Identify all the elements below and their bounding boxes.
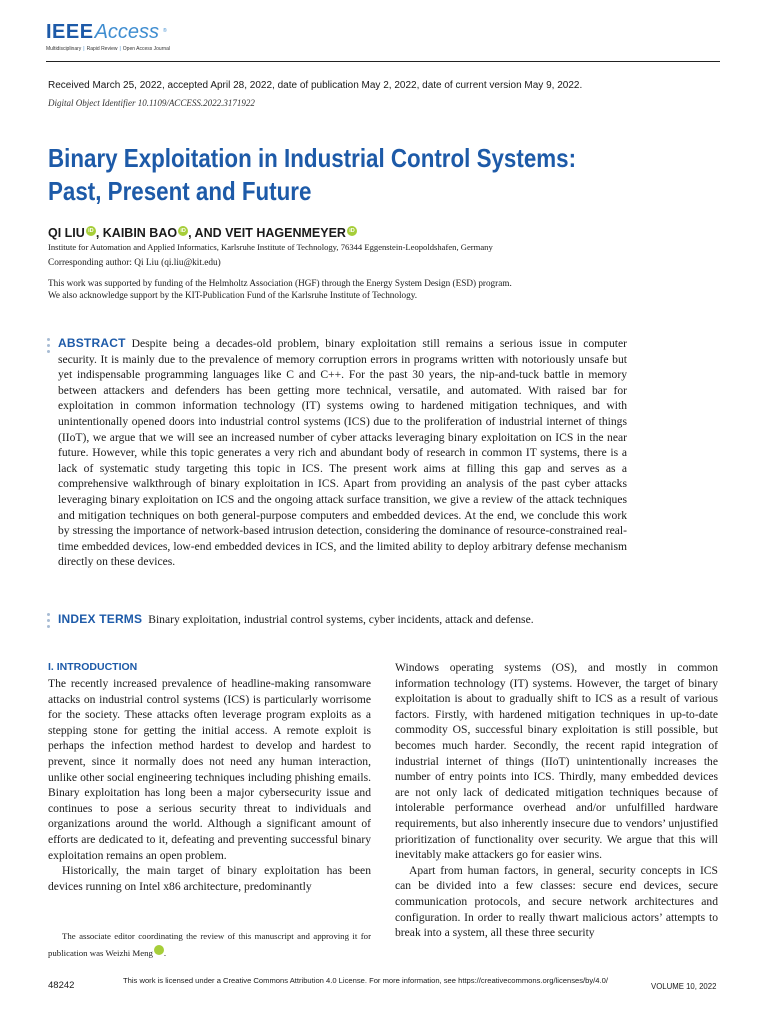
- abstract-text: Despite being a decades-old problem, binary exploitation still remains a serious issue in computer security. It is mainly due to the prevalence of memory corruption errors in programs written with notoriously unsafe but yet indispensable programming languages like C and C++. For the past 30 years, the nip-and-tuck battle in memory between attackers and defenders has been getting more technical, versatile, and automated. With raised bar for exploitation in common information technology (IT) systems owing to hardened mitigation techniques, and with unintentionally opened doors into industrial control systems (ICS) due to the proliferation of industrial internet of things (IIoT), we argue that we will see an increased number of cyber attacks leveraging binary exploitation on ICS in the near future. However, while this topic generates a very rich and abundant body of research in common IT systems, there is a lack of systematic study targeting this topic in ICS. The present work aims at filling this gap and serves as a comprehensive walkthrough of binary exploitation in ICS. Apart from providing an analysis of the past cyber attacks leveraging binary exploitation on ICS and the ongoing attack surface transition, we give a review of the attack techniques and mitigation techniques on both general-purpose computers and embedded devices. At the end, we conclude this work by stressing the importance of network-based intrusion detection, considering the dominance of resource-constrained real-time embedded devices, low-end embedded devices in ICS, and the limited ability to deploy arbitrary defense mechanism directly on these devices.: [58, 337, 627, 569]
- abstract: [58, 336, 627, 570]
- orcid-icon[interactable]: iD: [347, 226, 357, 236]
- affiliation: Institute for Automation and Applied Informatics, Karlsruhe Institute of Technology, 76344 Eggenstein-Leopoldshafen, Germany: [48, 242, 493, 252]
- journal-tagline: [46, 46, 170, 52]
- logo-access-text: Access: [94, 21, 160, 43]
- funding-note: [48, 277, 728, 301]
- section-heading: I. INTRODUCTION: [48, 661, 138, 673]
- corresponding-author: Corresponding author: Qi Liu (qi.liu@kit.edu): [48, 258, 221, 268]
- right-column: [395, 660, 718, 941]
- volume-label: VOLUME 10, 2022: [651, 982, 717, 991]
- orcid-icon[interactable]: iD: [86, 226, 96, 236]
- tagline-item: Multidisciplinary: [46, 46, 82, 52]
- journal-logo: [46, 21, 159, 43]
- tagline-separator: |: [83, 46, 85, 52]
- body-paragraph: Apart from human factors, in general, security concepts in ICS can be divided into a few classes: secure end devices, secure communication protocols, and secure network architectures and configuration. In order to really thwart malicious actors’ attempts to break into a system, all these three security: [395, 863, 718, 940]
- author-name: , KAIBIN BAO: [95, 226, 178, 240]
- orcid-icon[interactable]: iD: [178, 226, 188, 236]
- body-paragraph: Windows operating systems (OS), and mostly in common information technology (IT) systems. However, the target of binary exploitation is about to gradually shift to ICS as a result of various factors. Firstly, with hardened mitigation techniques in up-to-date commodity OS, successful binary exploitation is still possible, but becomes much harder. Secondly, the recent rapid integration of industrial internet of things (IIoT) unintentionally increases the number of entry points into ICS. Thirdly, many embedded devices are not only lack of dedicated mitigation techniques because of intolerable performance overhead and/or unfulfilled hardware requirements, but also inherently insecure due to vendors’ unjustified prioritization of functionality over security. We argue that this will inevitably make attackers go for easier wins.: [395, 661, 718, 862]
- editor-footnote: The associate editor coordinating the review of this manuscript and approving it for publication was Weizhi Meng iD.: [48, 931, 371, 958]
- header-rule: [46, 61, 720, 62]
- orcid-icon[interactable]: iD: [154, 945, 164, 955]
- index-terms-label: INDEX TERMS: [58, 612, 143, 626]
- title-line: Past, Present and Future: [48, 176, 312, 206]
- author-list: [48, 226, 357, 240]
- logo-ieee-text: IEEE: [46, 21, 94, 43]
- trademark-mark: ®: [163, 28, 167, 34]
- dots-icon: [47, 338, 51, 356]
- tagline-separator: |: [119, 46, 121, 52]
- index-terms: [58, 611, 658, 628]
- title-line: Binary Exploitation in Industrial Control Systems:: [48, 143, 577, 173]
- license-notice[interactable]: This work is licensed under a Creative Commons Attribution 4.0 License. For more information, see https://creativecommons.org/licenses/by/4.0/: [123, 976, 608, 985]
- page-number: 48242: [48, 980, 75, 991]
- dots-icon: [47, 613, 51, 631]
- author-name: , AND VEIT HAGENMEYER: [188, 226, 346, 240]
- tagline-item: Rapid Review: [86, 46, 118, 52]
- doi-line[interactable]: Digital Object Identifier 10.1109/ACCESS.2022.3171922: [48, 98, 255, 108]
- body-paragraph: The recently increased prevalence of headline-making ransomware attacks on industrial control systems (ICS) is particularly worrisome for the society. These attacks often leverage program exploits as a stepping stone for getting the initial access. A remote exploit is perhaps the infection method hardest to develop and hardest to prevent, since it normally does not need any human interaction, unlike other social engineering techniques including phishing emails. Binary exploitation has long been a major cybersecurity issue and continues to pose a serious security threat to individuals and organizations around the world. Although a significant amount of efforts are dedicated to it, defeating and preventing successful binary exploitation remains an open problem.: [48, 677, 371, 862]
- index-terms-text: Binary exploitation, industrial control systems, cyber incidents, attack and defense.: [148, 613, 534, 626]
- author-name: QI LIU: [48, 226, 85, 240]
- left-column: [48, 676, 371, 894]
- funding-line: We also acknowledge support by the KIT-Publication Fund of the Karlsruhe Institute of Technology.: [48, 290, 418, 300]
- funding-line: This work was supported by funding of the Helmholtz Association (HGF) through the Energy System Design (ESD) program.: [48, 278, 512, 288]
- body-paragraph: Historically, the main target of binary exploitation has been devices running on Intel x86 architecture, predominantly: [48, 864, 371, 893]
- paper-title: [48, 142, 633, 208]
- abstract-label: ABSTRACT: [58, 336, 126, 350]
- tagline-item: Open Access Journal: [122, 46, 171, 52]
- footnote-text: The associate editor coordinating the review of this manuscript and approving it for publication was Weizhi Meng: [48, 931, 371, 958]
- received-dates: Received March 25, 2022, accepted April 28, 2022, date of publication May 2, 2022, date of current version May 9, 2022.: [48, 80, 583, 91]
